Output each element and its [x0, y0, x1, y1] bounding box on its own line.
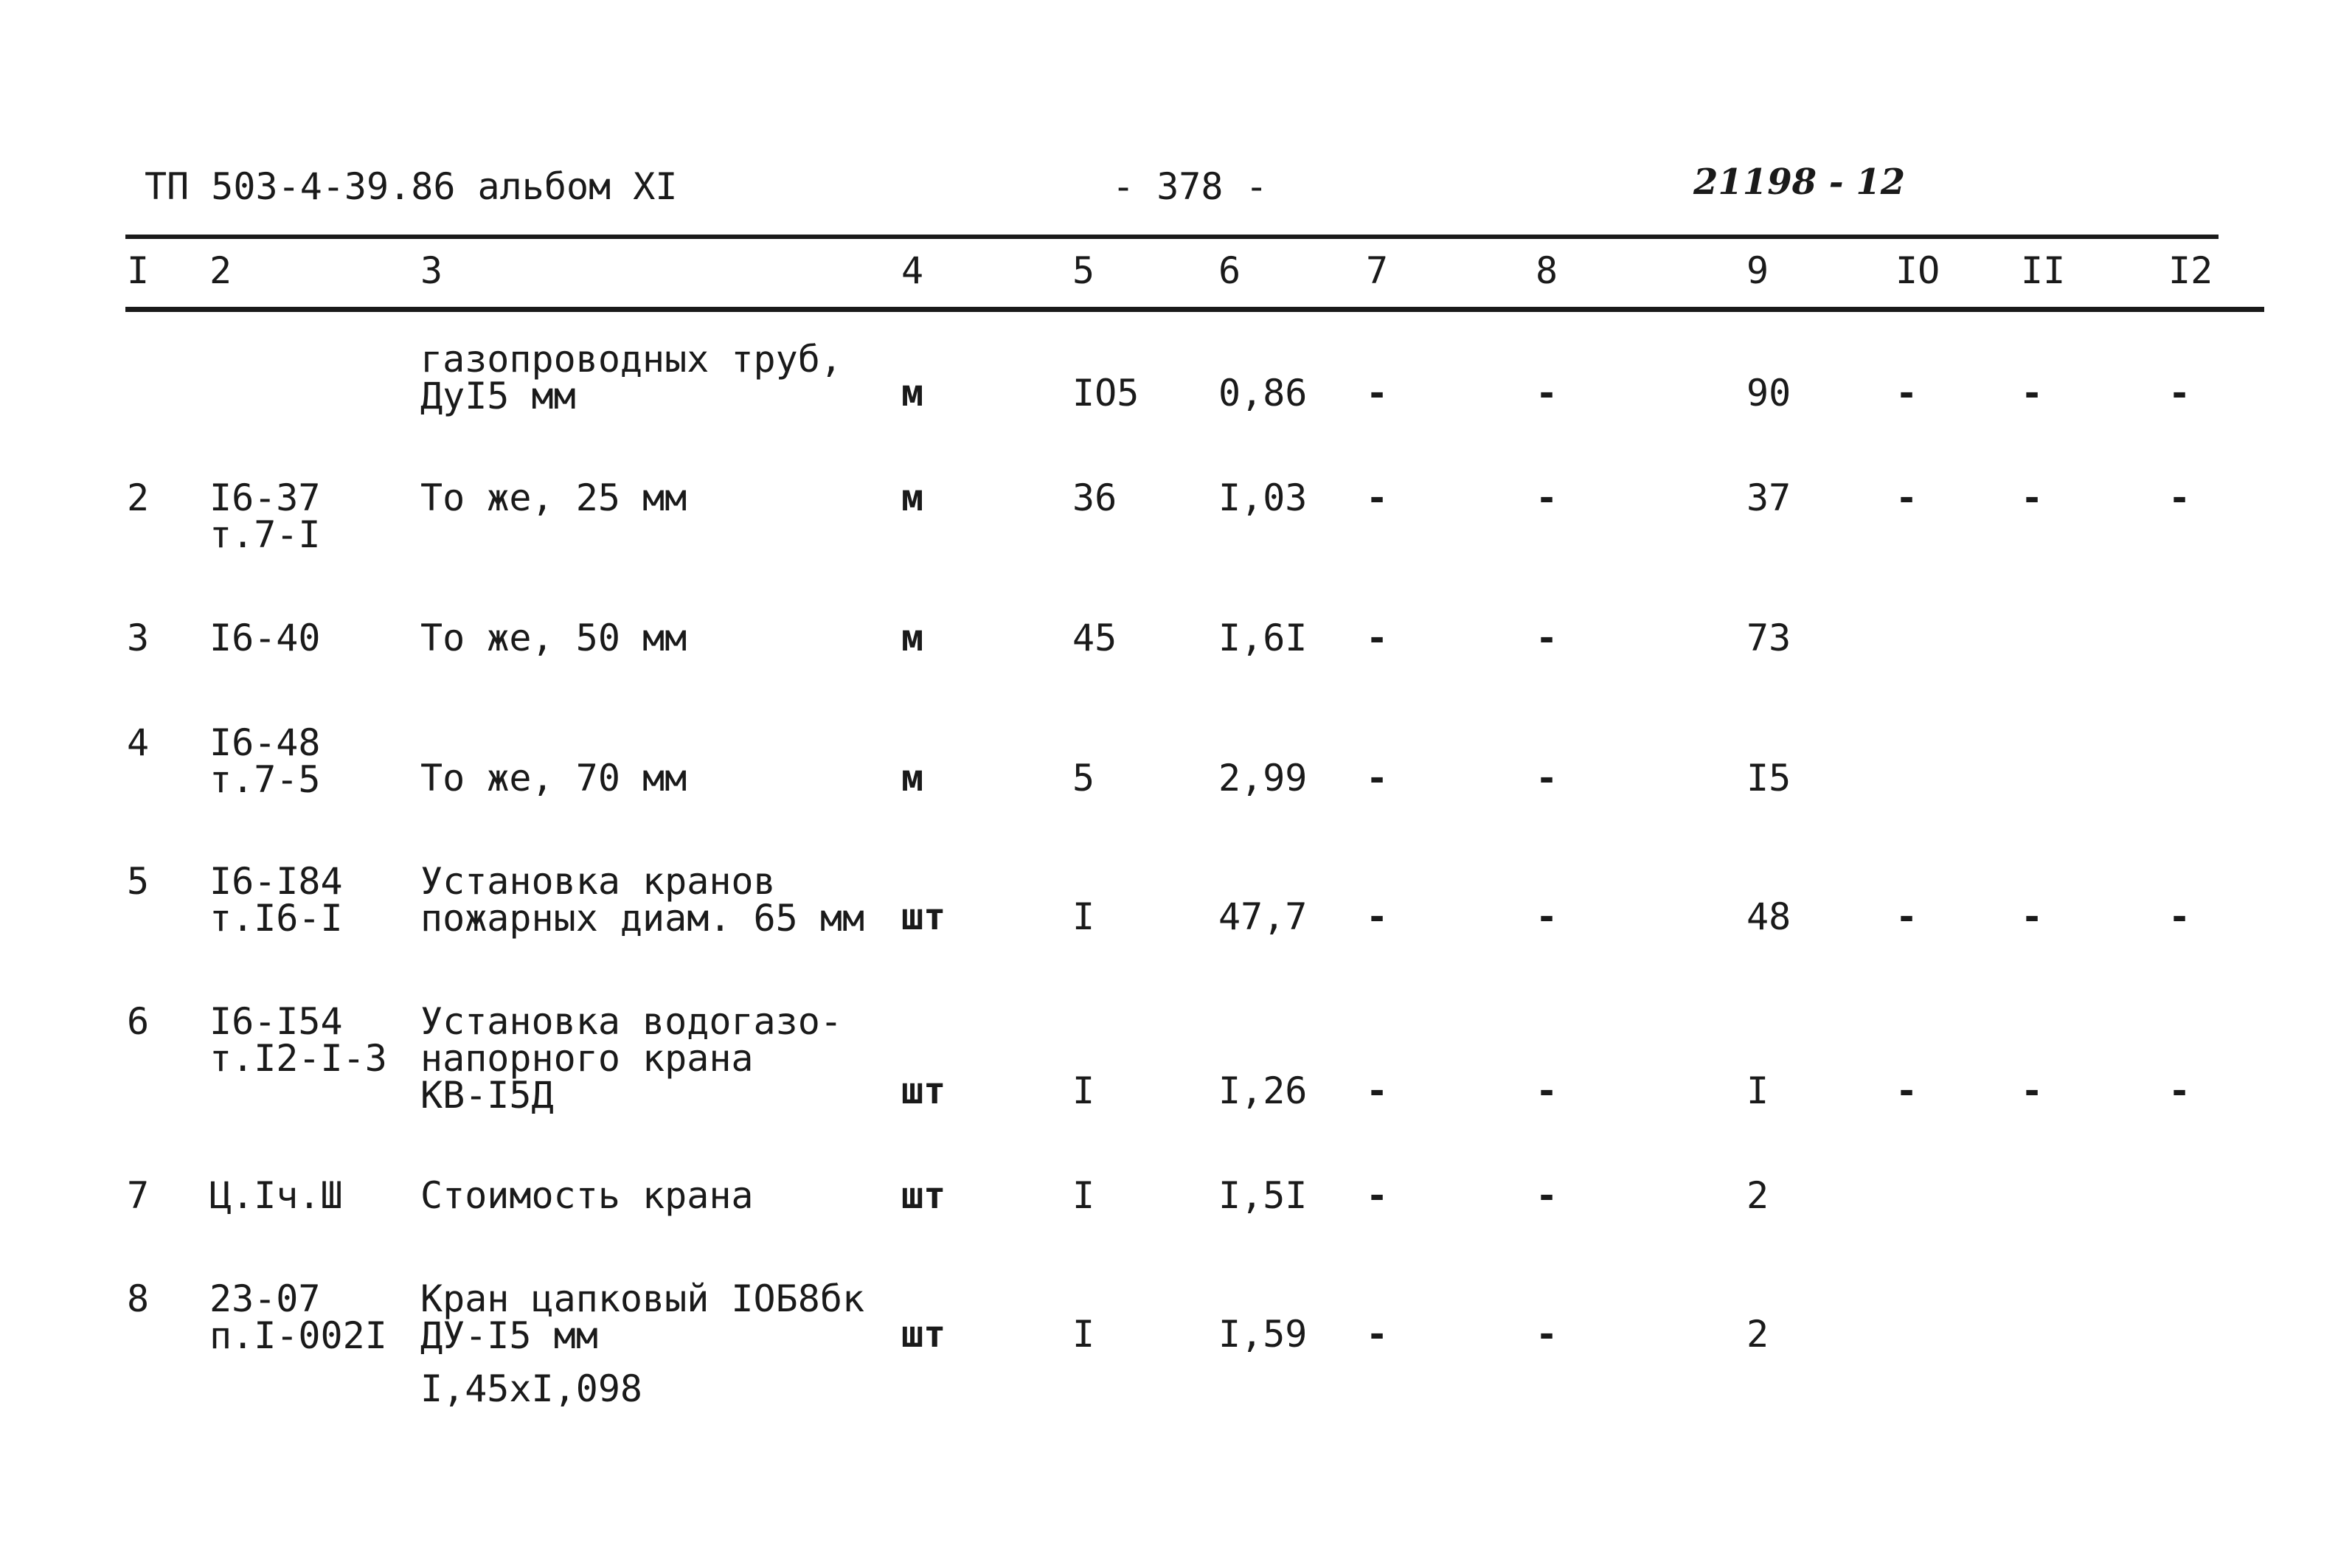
quantity: I: [1072, 895, 1095, 938]
column-number: II: [2021, 249, 2066, 292]
column-number: 5: [1072, 249, 1095, 292]
unit-price: 2,99: [1218, 757, 1308, 799]
total: 2: [1746, 1313, 1769, 1356]
row-number: 4: [127, 721, 150, 764]
column-8-value: -: [1536, 1313, 1558, 1356]
column-8-value: -: [1536, 757, 1558, 799]
column-7-value: -: [1366, 895, 1389, 938]
unit-price: 0,86: [1218, 372, 1308, 414]
column-8-value: -: [1536, 1174, 1558, 1217]
unit-price: I,59: [1218, 1313, 1308, 1356]
quantity: 36: [1072, 476, 1117, 519]
column-7-value: -: [1366, 372, 1389, 414]
column-number: 7: [1366, 249, 1389, 292]
column-number: 2: [209, 249, 232, 292]
item-name: Кран цапковый IOБ8бк ДУ-I5 мм: [420, 1277, 865, 1357]
quantity: I: [1072, 1174, 1095, 1217]
unit: м: [901, 476, 924, 519]
row-number: 6: [127, 1000, 150, 1043]
quantity: I: [1072, 1069, 1095, 1112]
column-10-value: -: [1895, 372, 1918, 414]
column-12-value: -: [2168, 476, 2191, 519]
column-number: 4: [901, 249, 924, 292]
rate-code: I6-I54 т.I2-I-3: [209, 1000, 387, 1080]
quantity: 5: [1072, 757, 1095, 799]
item-name: Установка водогазо- напорного крана КВ-I5Д: [420, 1000, 842, 1117]
column-number: IO: [1895, 249, 1940, 292]
column-12-value: -: [2168, 1069, 2191, 1112]
column-8-value: -: [1536, 372, 1558, 414]
column-8-value: -: [1536, 617, 1558, 659]
item-name: То же, 70 мм: [420, 757, 687, 799]
column-11-value: -: [2021, 372, 2044, 414]
column-number: 3: [420, 249, 443, 292]
quantity: I: [1072, 1313, 1095, 1356]
item-name: газопроводных труб, ДуI5 мм: [420, 338, 842, 417]
page-number: - 378 -: [1112, 165, 1268, 208]
item-name: То же, 50 мм: [420, 617, 687, 659]
quantity: IO5: [1072, 372, 1139, 414]
rate-code: 23-07 п.I-002I: [209, 1277, 387, 1357]
column-10-value: -: [1895, 476, 1918, 519]
column-number: I2: [2168, 249, 2213, 292]
item-name: Установка кранов пожарных диам. 65 мм: [420, 860, 865, 940]
row-number: 3: [127, 617, 150, 659]
total: 73: [1746, 617, 1791, 659]
unit-price: I,6I: [1218, 617, 1308, 659]
rate-code: Ц.Iч.Ш: [209, 1174, 343, 1217]
inventory-number: 21198 - 12: [1693, 162, 1906, 203]
unit-price: I,5I: [1218, 1174, 1308, 1217]
column-10-value: -: [1895, 1069, 1918, 1112]
column-11-value: -: [2021, 1069, 2044, 1112]
unit: шт: [901, 895, 946, 938]
item-name-note: I,45хI,098: [420, 1367, 643, 1410]
total: I: [1746, 1069, 1769, 1112]
unit-price: I,03: [1218, 476, 1308, 519]
unit: шт: [901, 1069, 946, 1112]
column-7-value: -: [1366, 617, 1389, 659]
row-number: 5: [127, 860, 150, 903]
quantity: 45: [1072, 617, 1117, 659]
header-rule: [125, 307, 2264, 312]
unit-price: I,26: [1218, 1069, 1308, 1112]
column-7-value: -: [1366, 1174, 1389, 1217]
unit: шт: [901, 1313, 946, 1356]
unit: шт: [901, 1174, 946, 1217]
total: 90: [1746, 372, 1791, 414]
column-10-value: -: [1895, 895, 1918, 938]
column-number: 9: [1746, 249, 1769, 292]
row-number: 2: [127, 476, 150, 519]
total: 48: [1746, 895, 1791, 938]
rate-code: I6-I84 т.I6-I: [209, 860, 343, 940]
rate-code: I6-40: [209, 617, 321, 659]
item-name: Стоимость крана: [420, 1174, 754, 1217]
row-number: 7: [127, 1174, 150, 1217]
rate-code: I6-48 т.7-5: [209, 721, 321, 801]
unit: м: [901, 372, 924, 414]
column-number: 8: [1536, 249, 1558, 292]
total: 2: [1746, 1174, 1769, 1217]
unit: м: [901, 757, 924, 799]
column-11-value: -: [2021, 895, 2044, 938]
column-12-value: -: [2168, 895, 2191, 938]
total: I5: [1746, 757, 1791, 799]
total: 37: [1746, 476, 1791, 519]
item-name: То же, 25 мм: [420, 476, 687, 519]
column-8-value: -: [1536, 1069, 1558, 1112]
rate-code: I6-37 т.7-I: [209, 476, 321, 556]
column-number: I: [127, 249, 150, 292]
column-7-value: -: [1366, 1313, 1389, 1356]
document-reference: ТП 503-4-39.86 альбом XI: [145, 165, 678, 208]
column-8-value: -: [1536, 476, 1558, 519]
row-number: 8: [127, 1277, 150, 1320]
column-7-value: -: [1366, 757, 1389, 799]
column-7-value: -: [1366, 476, 1389, 519]
column-12-value: -: [2168, 372, 2191, 414]
column-11-value: -: [2021, 476, 2044, 519]
unit: м: [901, 617, 924, 659]
column-number: 6: [1218, 249, 1241, 292]
column-7-value: -: [1366, 1069, 1389, 1112]
column-8-value: -: [1536, 895, 1558, 938]
unit-price: 47,7: [1218, 895, 1308, 938]
top-rule: [125, 235, 2219, 239]
